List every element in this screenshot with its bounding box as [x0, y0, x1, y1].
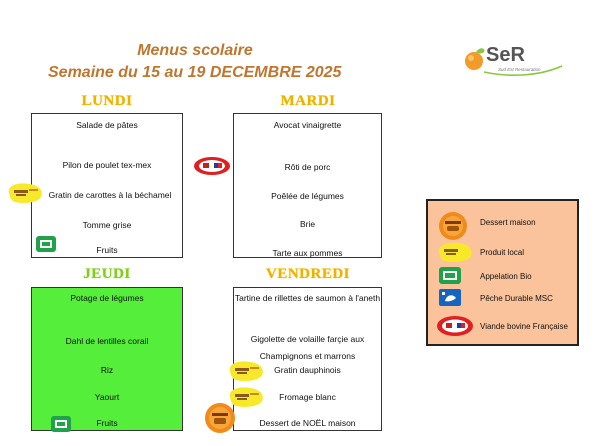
- menu-item: Salade de pâtes: [76, 120, 138, 130]
- logo-tagline: Sud Est Restauration: [498, 67, 541, 72]
- bio-icon: [436, 265, 464, 287]
- page-title: Menus scolaire: [137, 42, 253, 59]
- ser-logo: [462, 44, 572, 78]
- legend-label: Viande bovine Française: [480, 322, 568, 331]
- menu-item: Dessert de NOËL maison: [259, 418, 356, 428]
- dessert-maison-icon: [436, 211, 470, 241]
- legend-item-msc: [428, 287, 577, 311]
- menu-item: Potage de légumes: [70, 293, 144, 303]
- menu-item: Riz: [100, 365, 114, 375]
- legend-item-dessert-maison: [428, 211, 577, 235]
- produit-local-icon: [226, 359, 266, 383]
- menu-box-jeudi: [31, 287, 183, 431]
- menu-item: Avocat vinaigrette: [273, 120, 342, 130]
- menu-item: Rôti de porc: [284, 162, 331, 172]
- menu-item: Dahl de lentilles corail: [65, 336, 149, 346]
- legend-item-produit-local: [428, 241, 577, 265]
- produit-local-icon: [436, 241, 474, 263]
- menu-item: Champignons et marrons: [259, 351, 356, 361]
- day-header-vendredi: VENDREDI: [265, 266, 350, 282]
- menu-box-mardi: [233, 113, 382, 258]
- menu-item: Fromage blanc: [279, 392, 336, 402]
- produit-local-icon: [5, 181, 45, 205]
- day-header-lundi: LUNDI: [81, 93, 133, 109]
- legend-item-bio: [428, 265, 577, 289]
- menu-item: Pilon de poulet tex-mex: [62, 160, 152, 170]
- menu-item: Gigolette de volaille farçie aux: [250, 334, 365, 344]
- legend-label: Produit local: [480, 248, 525, 257]
- menu-item: Poêlée de légumes: [271, 191, 344, 201]
- bio-icon: [50, 415, 72, 433]
- menu-item: Gratin dauphinois: [274, 365, 341, 375]
- msc-icon: [436, 287, 464, 309]
- bio-icon: [35, 235, 57, 253]
- menu-item: Fruits: [96, 418, 118, 428]
- menu-item: Gratin de carottes à la béchamel: [48, 190, 172, 200]
- viande-bovine-icon: [193, 156, 231, 176]
- legend-label: Pêche Durable MSC: [480, 294, 553, 303]
- page-subtitle: Semaine du 15 au 19 DECEMBRE 2025: [48, 64, 342, 81]
- menu-item: Fruits: [96, 245, 118, 255]
- menu-item: Brie: [299, 219, 316, 229]
- legend-label: Appelation Bio: [480, 272, 532, 281]
- logo-brand: SeR: [486, 44, 525, 66]
- menu-item: Yaourt: [94, 392, 120, 402]
- legend-label: Dessert maison: [480, 218, 536, 227]
- menu-item: Tarte aux pommes: [272, 248, 343, 258]
- menu-item: Tartine de rillettes de saumon à l'aneth: [234, 293, 381, 303]
- day-header-jeudi: JEUDI: [83, 266, 131, 282]
- viande-bovine-icon: [436, 315, 474, 337]
- legend-box: [426, 199, 579, 346]
- legend-item-viande-bovine: [428, 315, 577, 339]
- dessert-maison-icon: [203, 402, 237, 434]
- day-header-mardi: MARDI: [280, 93, 336, 109]
- menu-item: Tomme grise: [82, 220, 132, 230]
